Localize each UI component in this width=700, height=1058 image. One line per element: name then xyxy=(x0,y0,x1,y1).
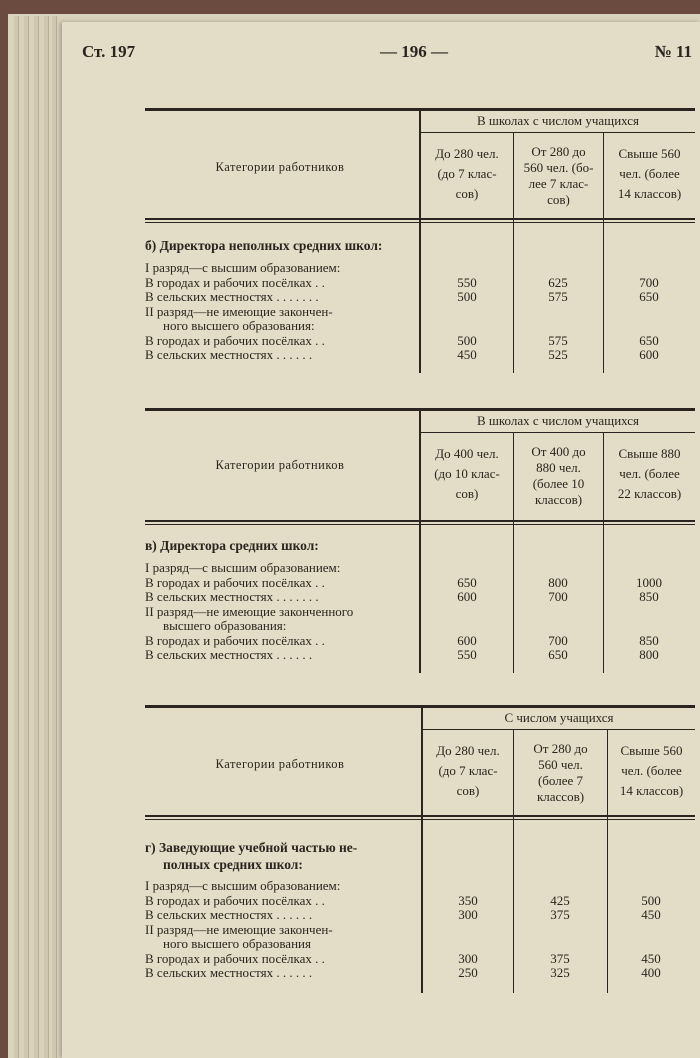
salary-value: 600 xyxy=(457,632,477,648)
row-label: В городах и рабочих посёлках . . xyxy=(145,332,325,348)
row-label: В сельских местностях . . . . . . . xyxy=(145,589,319,604)
category-header: Категории работников xyxy=(215,458,345,472)
salary-value: 800 xyxy=(548,574,568,590)
column-header-1 xyxy=(421,144,513,204)
salary-value: 1000 xyxy=(636,574,662,590)
column-header-line: сов) xyxy=(455,186,479,201)
salary-value: 800 xyxy=(639,647,659,662)
page-header xyxy=(82,42,692,68)
column-header-2 xyxy=(514,144,603,208)
column-header-line: 14 классов) xyxy=(619,783,684,798)
category-header: Категории работников xyxy=(215,160,345,174)
salary-value: 375 xyxy=(550,907,570,922)
column-header-line: классов) xyxy=(536,789,585,804)
column-header-line: 560 чел. (бо- xyxy=(523,160,594,175)
column-header-line: чел. (более xyxy=(619,466,680,481)
span-header: В школах с числом учащихся xyxy=(476,113,640,128)
article-number: Ст. 197 xyxy=(82,42,136,61)
salary-value: 525 xyxy=(548,347,568,362)
salary-value: 500 xyxy=(641,892,661,908)
page-edge xyxy=(24,16,29,1058)
row-label: II разряд—не имеющие закончен- xyxy=(145,303,333,319)
column-header-line: (до 10 клас- xyxy=(434,466,500,481)
column-header-line: От 280 до xyxy=(531,144,586,159)
salary-value: 450 xyxy=(457,347,477,362)
salary-value: 500 xyxy=(457,289,477,304)
issue-number: № 11 xyxy=(654,42,692,61)
row-label: ного высшего образования: xyxy=(163,318,315,333)
header-divider xyxy=(423,729,695,730)
column-header-line: 560 чел. xyxy=(538,757,583,772)
salary-value: 350 xyxy=(458,892,478,908)
page-edge xyxy=(52,16,57,1058)
page-edge xyxy=(44,16,49,1058)
row-label: В сельских местностях . . . . . . xyxy=(145,347,313,362)
header-divider xyxy=(421,132,695,133)
column-header-line: чел. (более xyxy=(619,166,680,181)
column-header-3 xyxy=(604,444,695,504)
column-header-line: От 280 до xyxy=(533,741,588,756)
span-header: В школах с числом учащихся xyxy=(476,413,640,428)
salary-value: 600 xyxy=(639,347,659,362)
column-header-line: сов) xyxy=(456,783,480,798)
row-label: В городах и рабочих посёлках . . xyxy=(145,632,325,648)
column-header-line: сов) xyxy=(547,192,570,207)
column-header-line: Свыше 560 xyxy=(618,146,681,161)
page-edge xyxy=(14,16,19,1058)
salary-value: 450 xyxy=(641,907,661,922)
span-header: С числом учащихся xyxy=(504,710,614,725)
header-divider xyxy=(421,432,695,433)
salary-value: 650 xyxy=(548,647,568,662)
column-header-1 xyxy=(423,741,513,801)
column-header-3 xyxy=(604,144,695,204)
salary-table-g xyxy=(145,705,695,995)
header-bottom-rule xyxy=(145,520,695,525)
salary-value: 300 xyxy=(458,907,478,922)
salary-value: 700 xyxy=(548,632,568,648)
row-label: I разряд—с высшим образованием: xyxy=(145,260,341,275)
row-label: I разряд—с высшим образованием: xyxy=(145,560,341,575)
salary-value: 450 xyxy=(641,950,661,966)
column-header-line: Свыше 560 xyxy=(620,743,683,758)
column-header-line: (более 7 xyxy=(537,773,584,788)
table-top-rule xyxy=(145,705,695,708)
column-header-line: 880 чел. xyxy=(536,460,581,475)
column-header-2 xyxy=(514,741,607,805)
column-header-line: Свыше 880 xyxy=(618,446,681,461)
salary-value: 300 xyxy=(458,950,478,966)
row-label: II разряд—не имеющие законченного xyxy=(145,603,354,619)
row-label: II разряд—не имеющие закончен- xyxy=(145,921,333,937)
column-header-2 xyxy=(514,444,603,508)
salary-value: 575 xyxy=(548,332,568,348)
section-title: в) Директора средних школ: xyxy=(145,538,319,553)
column-header-line: лее 7 клас- xyxy=(528,176,589,191)
column-header-line: сов) xyxy=(455,486,479,501)
column-header-line: классов) xyxy=(534,492,583,507)
salary-value: 650 xyxy=(457,574,477,590)
salary-value: 550 xyxy=(457,274,477,290)
salary-value: 400 xyxy=(641,965,661,980)
column-header-line: От 400 до xyxy=(531,444,586,459)
salary-value: 375 xyxy=(550,950,570,966)
salary-value: 500 xyxy=(457,332,477,348)
salary-value: 850 xyxy=(639,632,659,648)
row-label: высшего образования: xyxy=(163,618,287,633)
salary-value: 600 xyxy=(457,589,477,604)
salary-value: 575 xyxy=(548,289,568,304)
salary-value: 700 xyxy=(639,274,659,290)
column-header-line: 14 классов) xyxy=(617,186,682,201)
column-header-3 xyxy=(608,741,695,801)
row-label: В сельских местностях . . . . . . xyxy=(145,907,313,922)
header-bottom-rule xyxy=(145,218,695,223)
row-label: В городах и рабочих посёлках . . xyxy=(145,892,325,908)
column-header-line: До 400 чел. xyxy=(435,446,499,461)
row-label: ного высшего образования xyxy=(163,936,311,951)
column-header-line: До 280 чел. xyxy=(436,743,500,758)
column-header-line: 22 классов) xyxy=(617,486,682,501)
section-title: г) Заведующие учебной частью не- xyxy=(145,840,358,855)
salary-value: 700 xyxy=(548,589,568,604)
salary-value: 650 xyxy=(639,289,659,304)
column-header-line: (более 10 xyxy=(532,476,585,491)
section-title-line-2: полных средних школ: xyxy=(163,857,303,872)
page-edge xyxy=(34,16,39,1058)
salary-value: 850 xyxy=(639,589,659,604)
section-title: б) Директора неполных средних школ: xyxy=(145,238,383,253)
column-header-line: чел. (более xyxy=(621,763,682,778)
row-label: В городах и рабочих посёлках . . xyxy=(145,574,325,590)
row-label: В сельских местностях . . . . . . xyxy=(145,965,313,980)
salary-value: 425 xyxy=(550,892,570,908)
row-label: В городах и рабочих посёлках . . xyxy=(145,950,325,966)
salary-value: 250 xyxy=(458,965,478,980)
category-header: Категории работников xyxy=(215,757,345,771)
page-number: — 196 — xyxy=(380,42,448,61)
column-header-line: (до 7 клас- xyxy=(438,763,498,778)
salary-table-b xyxy=(145,108,695,378)
row-label: В сельских местностях . . . . . . xyxy=(145,647,313,662)
salary-value: 550 xyxy=(457,647,477,662)
salary-value: 625 xyxy=(548,274,568,290)
salary-table-v xyxy=(145,408,695,678)
row-label: I разряд—с высшим образованием: xyxy=(145,878,341,893)
salary-value: 650 xyxy=(639,332,659,348)
header-bottom-rule xyxy=(145,815,695,820)
column-header-line: До 280 чел. xyxy=(435,146,499,161)
row-label: В сельских местностях . . . . . . . xyxy=(145,289,319,304)
salary-value: 325 xyxy=(550,965,570,980)
column-header-1 xyxy=(421,444,513,504)
column-header-line: (до 7 клас- xyxy=(437,166,497,181)
row-label: В городах и рабочих посёлках . . xyxy=(145,274,325,290)
